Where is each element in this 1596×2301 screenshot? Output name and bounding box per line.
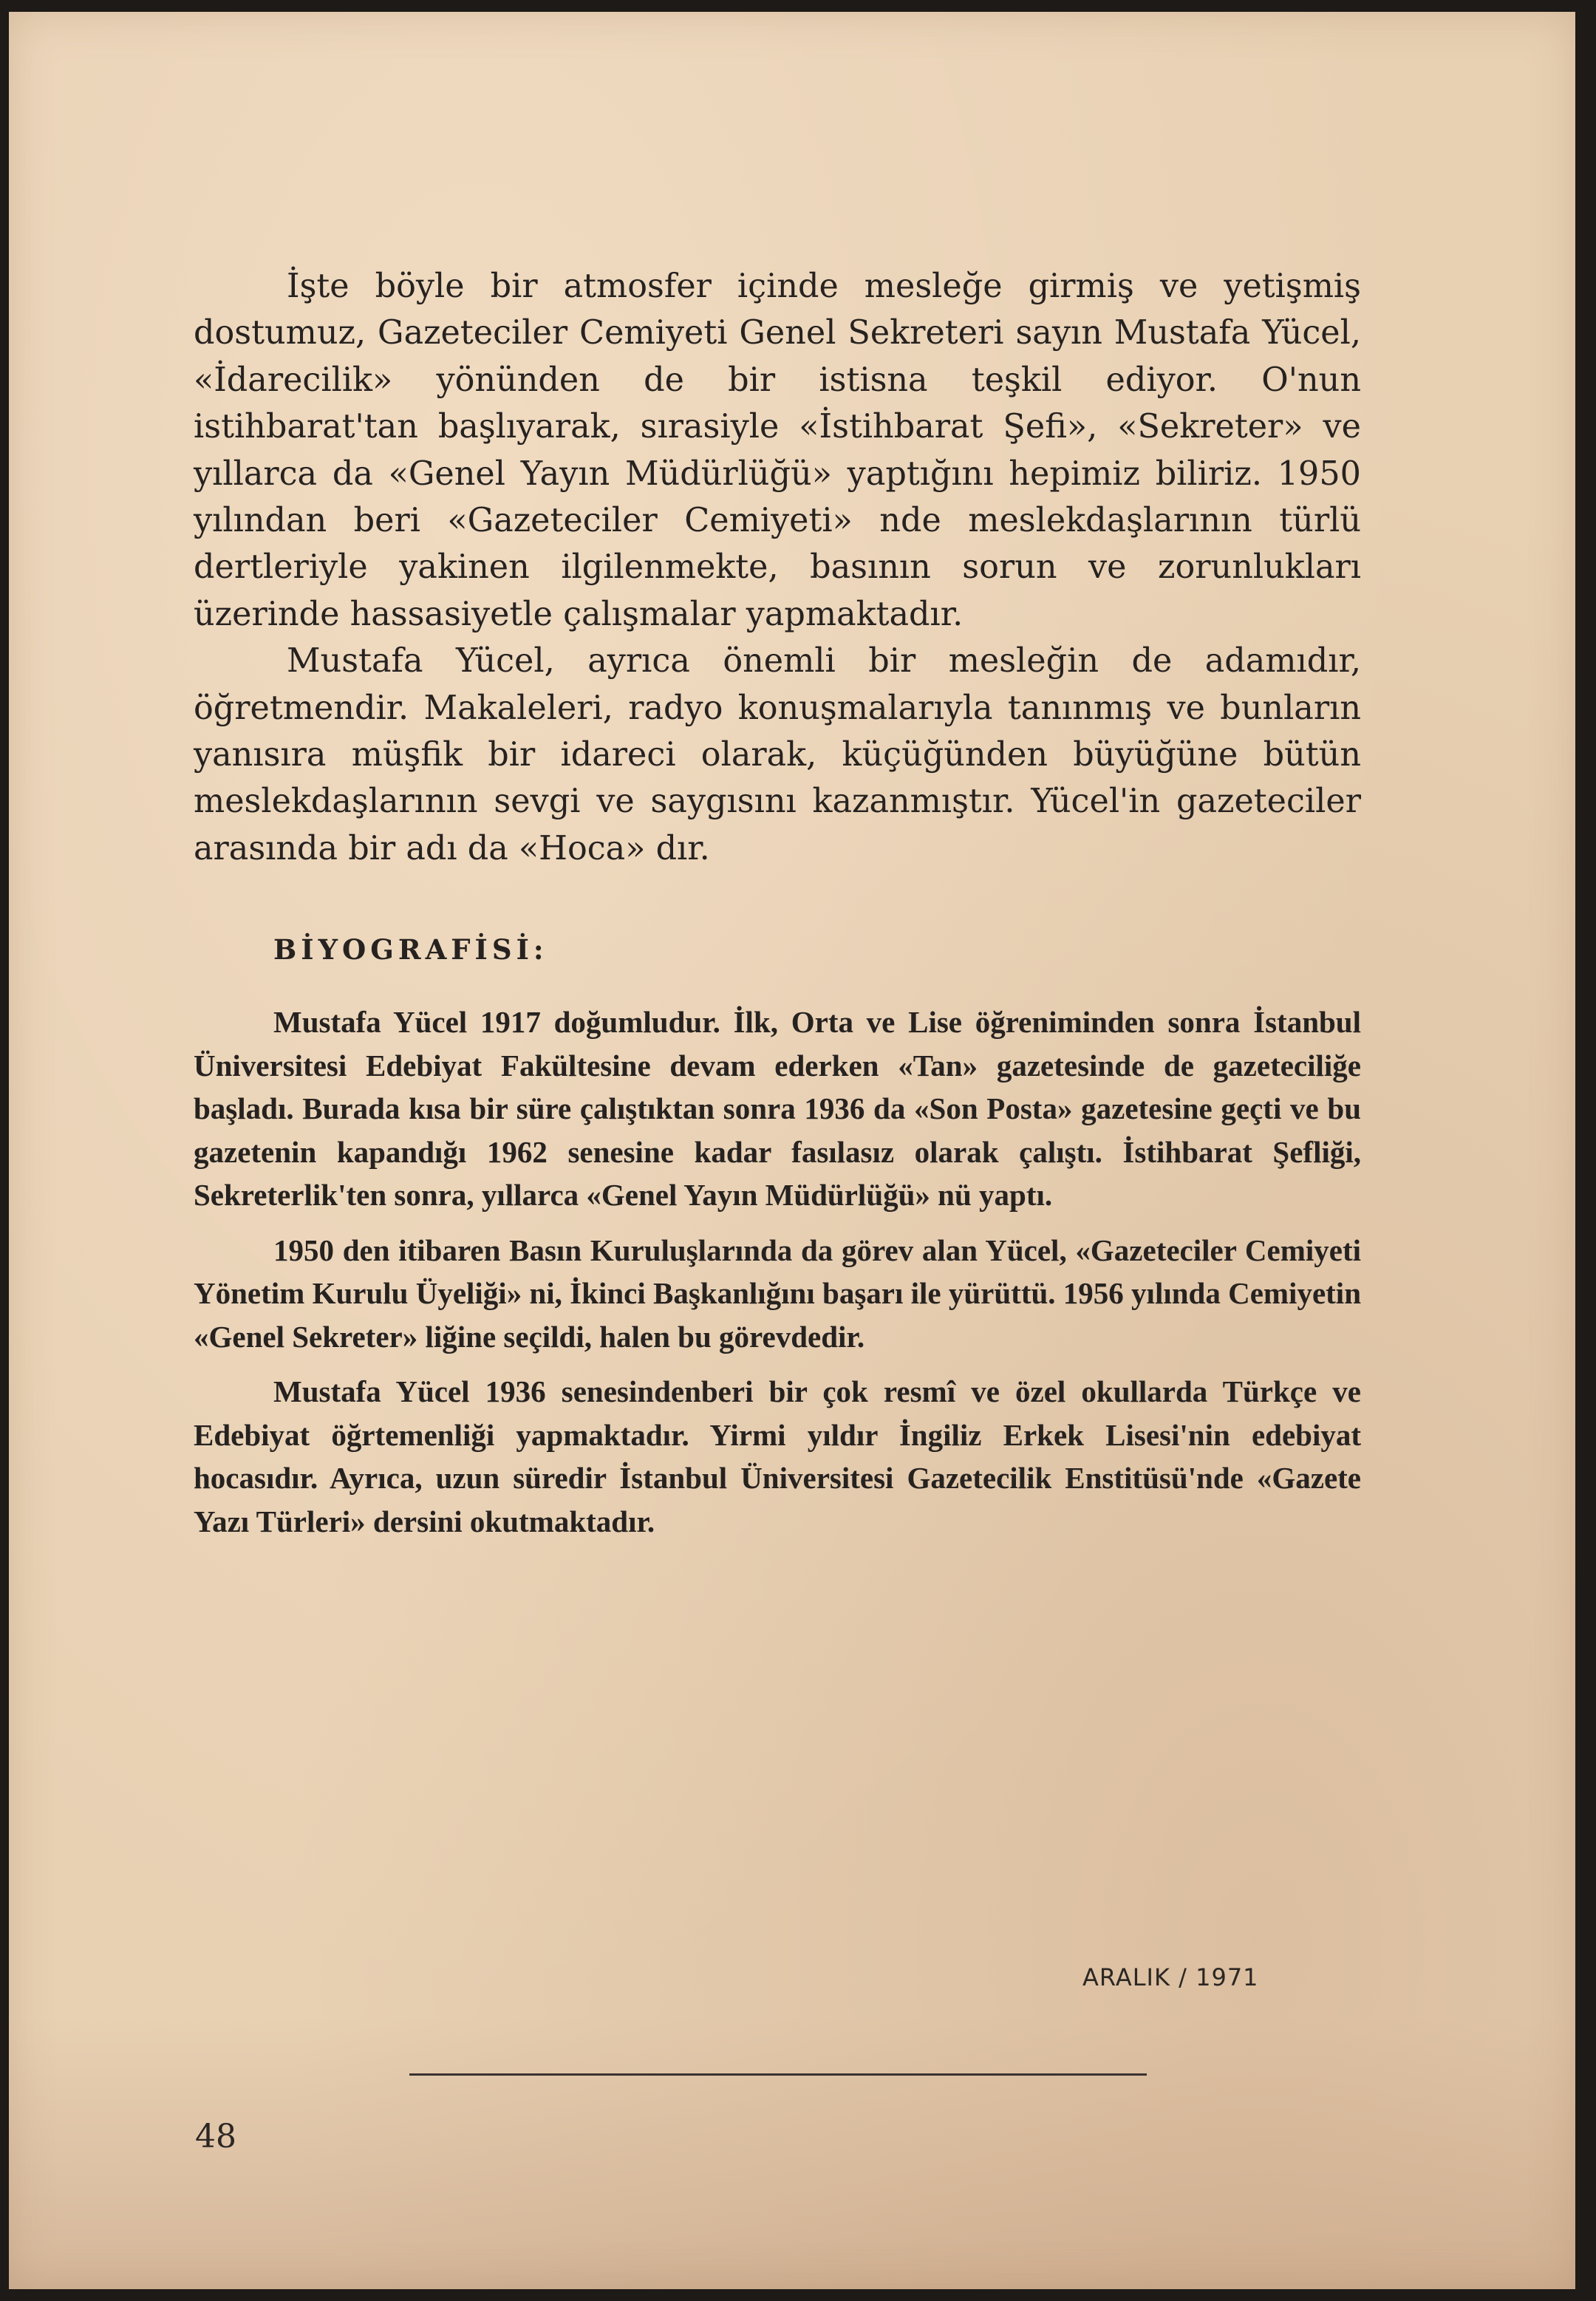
biography-heading: BİYOGRAFİSİ: — [273, 933, 548, 967]
biography-paragraph: Mustafa Yücel 1936 senesindenberi bir çok resmî ve özel okullarda Türkçe ve Edebiyat öğrtemenliği yapmaktadır. Yirmi yıldır İngiliz Erkek Lisesi'nin edebiyat hocasıdır. Ayrıca, uzun süredir İstanbul Üniversitesi Gazetecilik Enstitüsü'nde «Gazete Yazı Türleri» dersini okutmaktadır. — [194, 1374, 1361, 1538]
paragraph: İşte böyle bir atmosfer içinde mesleğe girmiş ve yetişmiş dostumuz, Gazeteciler Cemiyeti Genel Sekreteri sayın Mustafa Yücel, «İdarecilik» yönünden de bir istisna teşkil ediyor. O'nun istihbarat'tan başlıyarak, sırasiyle «İstihbarat Şefi», «Sekreter» ve yıllarca da «Genel Yayın Müdürlüğü» yaptığını hepimiz biliriz. 1950 yılından beri «Gazeteciler Cemiyeti» nde meslekdaşlarının türlü dertleriyle yakinen ilgilenmekte, basının sorun ve zorunlukları üzerinde hassasiyetle çalışmalar yapmaktadır. — [194, 267, 1361, 633]
issue-date: ARALIK / 1971 — [1082, 1963, 1259, 1991]
article-body — [194, 263, 1361, 1555]
biography-paragraph: Mustafa Yücel 1917 doğumludur. İlk, Orta ve Lise öğreniminden sonra İstanbul Üniversitesi Edebiyat Fakültesine devam ederken «Tan» gazetesinde de gazeteciliğe başladı. Burada kısa bir süre çalıştıktan sonra 1936 da «Son Posta» gazetesine geçti ve bu gazetenin kapandığı 1962 senesine kadar fasılasız olarak çalıştı. İstihbarat Şefliği, Sekreterlik'ten sonra, yıllarca «Genel Yayın Müdürlüğü» nü yaptı. — [194, 1005, 1361, 1213]
biography-text — [194, 1000, 1361, 1543]
page-number: 48 — [195, 2118, 236, 2155]
document-page — [9, 12, 1575, 2289]
footer-divider — [409, 2073, 1147, 2076]
main-text — [194, 263, 1361, 872]
paragraph: Mustafa Yücel, ayrıca önemli bir mesleğin de adamıdır, öğretmendir. Makaleleri, radyo konuşmalarıyla tanınmış ve bunların yanısıra müşfik bir idareci olarak, küçüğünden büyüğüne bütün meslekdaşlarının sevgi ve saygısını kazanmıştır. Yücel'in gazeteciler arasında bir adı da «Hoca» dır. — [194, 642, 1361, 867]
biography-paragraph: 1950 den itibaren Basın Kuruluşlarında da görev alan Yücel, «Gazeteciler Cemiyeti Yönetim Kurulu Üyeliği» ni, İkinci Başkanlığını başarı ile yürüttü. 1956 yılında Cemiyetin «Genel Sekreter» liğine seçildi, halen bu görevdedir. — [194, 1233, 1361, 1354]
